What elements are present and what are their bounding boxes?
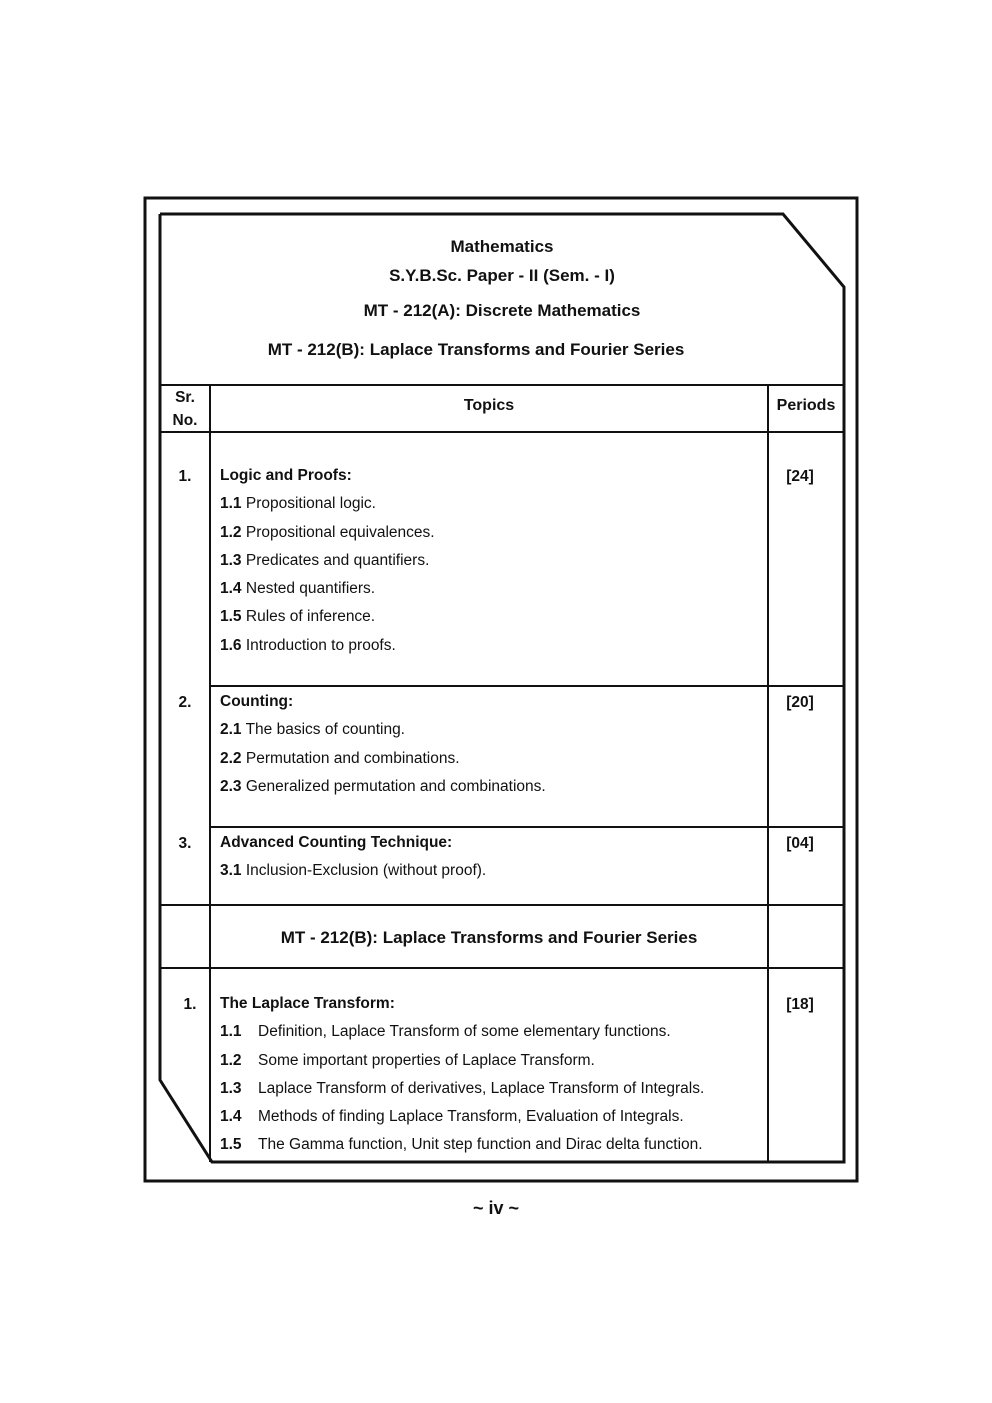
page-number: ~ iv ~: [472, 1198, 520, 1218]
unit-topics: [220, 990, 704, 1160]
unit-periods: [24]: [786, 468, 814, 485]
list-item: 1.4 Nested quantifiers.: [220, 580, 376, 598]
unit-sr-no: 3.: [178, 835, 192, 852]
unit-title: Logic and Proofs:: [220, 467, 352, 484]
unit-periods: [04]: [786, 835, 814, 852]
unit-title: Counting:: [220, 693, 294, 710]
list-item: 1.4 Methods of finding Laplace Transform, Evaluation of Integrals.: [220, 1108, 684, 1126]
sr-header-line1: Sr.: [175, 389, 195, 406]
sr-header-line2: No.: [172, 412, 198, 429]
periods-header: Periods: [776, 397, 836, 414]
unit-title: The Laplace Transform:: [220, 995, 395, 1012]
list-item: 1.2 Some important properties of Laplace Transform.: [220, 1051, 595, 1069]
list-item: 1.3 Predicates and quantifiers.: [220, 551, 430, 569]
list-item: 1.1 Propositional logic.: [220, 495, 376, 513]
list-item: 2.1 The basics of counting.: [220, 721, 405, 739]
list-item: 3.1 Inclusion-Exclusion (without proof).: [220, 862, 487, 880]
unit-title: Advanced Counting Technique:: [220, 834, 453, 851]
paper-heading: S.Y.B.Sc. Paper - II (Sem. - I): [389, 266, 615, 285]
list-item: 1.5 The Gamma function, Unit step function and Dirac delta function.: [220, 1136, 703, 1154]
unit-topics: [220, 462, 435, 660]
list-item: 1.6 Introduction to proofs.: [220, 636, 396, 654]
section-b-heading: MT - 212(B): Laplace Transforms and Fourier Series: [280, 928, 698, 947]
list-item: 1.1 Definition, Laplace Transform of some elementary functions.: [220, 1023, 671, 1041]
unit-topics: [220, 829, 486, 886]
course-a-heading: MT - 212(A): Discrete Mathematics: [363, 301, 641, 320]
unit-sr-no: 1.: [183, 996, 197, 1013]
unit-sr-no: 2.: [178, 694, 192, 711]
list-item: 1.3 Laplace Transform of derivatives, Laplace Transform of Integrals.: [220, 1079, 705, 1097]
sr-no-header: [160, 386, 210, 432]
list-item: 2.3 Generalized permutation and combinations.: [220, 777, 546, 795]
unit-topics: [220, 688, 546, 801]
unit-periods: [20]: [786, 694, 814, 711]
subject-heading: Mathematics: [450, 237, 554, 256]
course-b-heading: MT - 212(B): Laplace Transforms and Fourier Series: [267, 340, 685, 359]
list-item: 2.2 Permutation and combinations.: [220, 749, 460, 767]
unit-sr-no: 1.: [178, 468, 192, 485]
unit-periods: [18]: [786, 996, 814, 1013]
topics-header: Topics: [463, 397, 515, 414]
list-item: 1.5 Rules of inference.: [220, 608, 376, 626]
list-item: 1.2 Propositional equivalences.: [220, 523, 435, 541]
